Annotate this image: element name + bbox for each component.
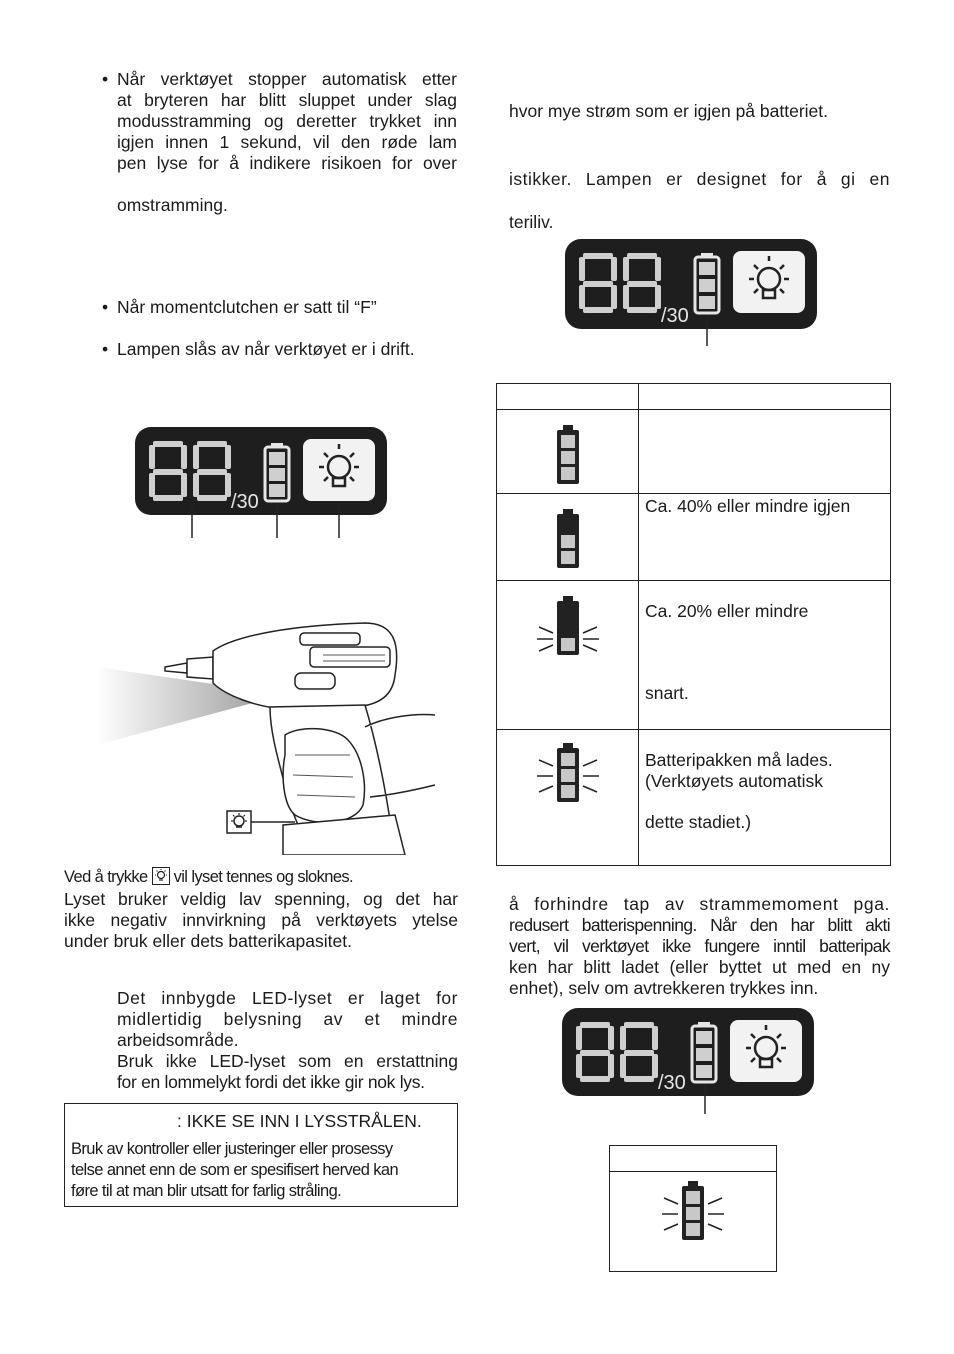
- table-row: [497, 410, 891, 494]
- text-line: midlertidig belysning av et mindre: [117, 1009, 458, 1029]
- warning-body: [71, 1139, 398, 1202]
- status-text: snart.: [645, 683, 689, 703]
- laser-warning-box: [64, 1103, 458, 1207]
- paragraph-overtightening: [117, 69, 457, 174]
- paragraph-low-voltage: [64, 889, 458, 952]
- control-panel-display-battery: [565, 239, 817, 334]
- status-text: dette stadiet.): [645, 812, 752, 832]
- light-button-icon[interactable]: [733, 251, 805, 313]
- callout-line: [698, 1084, 712, 1116]
- status-text: Batteripakken må lades.: [645, 750, 833, 770]
- battery-blinking-icon: [658, 1180, 728, 1246]
- gauge-cell: [497, 410, 639, 494]
- bullet-dot: •: [102, 297, 109, 317]
- gauge-cell: [497, 581, 639, 730]
- table-row: [497, 494, 891, 581]
- status-cell: [639, 581, 891, 730]
- status-cell: [639, 410, 891, 494]
- paragraph-protection: [509, 894, 890, 999]
- light-button-icon[interactable]: [303, 439, 375, 501]
- text-line: redusert batterispenning. Når den har blitt akti: [509, 915, 890, 935]
- status-text: Ca. 20% eller mindre: [645, 601, 809, 621]
- text-line: ken har blitt ladet (eller byttet ut med en ny: [509, 957, 890, 977]
- battery-gauge-table: [496, 383, 891, 866]
- text-line: føre til at man blir utsatt for farlig stråling.: [71, 1182, 342, 1200]
- light-bulb-icon: [152, 867, 170, 885]
- table-row: [497, 730, 891, 866]
- status-text: Ca. 40% eller mindre igjen: [645, 496, 851, 516]
- table-row: [497, 581, 891, 730]
- text-line: å forhindre tap av strammemoment pga.: [509, 894, 890, 914]
- text-line: at bryteren har blitt sluppet under slag: [117, 90, 457, 110]
- battery-icon: [548, 508, 588, 570]
- callout-lines: [135, 505, 395, 541]
- text-line: hvor mye strøm som er igjen på batteriet.: [509, 101, 828, 121]
- text-line: Bruk av kontroller eller justeringer eller prosessy: [71, 1140, 393, 1158]
- text-line: teriliv.: [509, 212, 554, 232]
- status-text: (Verktøyets automatisk: [645, 771, 823, 791]
- warning-title: : IKKE SE INN I LYSSTRÅLEN.: [177, 1111, 422, 1131]
- status-cell: [639, 494, 891, 581]
- status-cell: [639, 730, 891, 866]
- bullet-dot: •: [102, 339, 109, 359]
- battery-icon: [548, 424, 588, 486]
- text-line: enhet), selv om avtrekkeren trykkes inn.: [509, 978, 819, 998]
- protection-indicator-box: [609, 1145, 777, 1272]
- display-suffix: /30: [661, 305, 689, 327]
- table-header-cell: [639, 384, 891, 410]
- text-line: modusstramming og deretter trykket inn: [117, 111, 457, 131]
- bullet-clutch-f: Når momentclutchen er satt til “F”: [117, 297, 377, 317]
- caption-light-toggle: [64, 867, 353, 887]
- gauge-cell: [497, 730, 639, 866]
- battery-blinking-icon: [533, 742, 603, 808]
- text-line: igjen innen 1 sekund, vil den røde lam: [117, 132, 457, 152]
- text-line: ikke negativ innvirkning på verktøyets ytelse: [64, 910, 458, 930]
- bullet-lamp-off: Lampen slås av når verktøyet er i drift.: [117, 339, 415, 359]
- battery-blinking-icon: [533, 595, 603, 661]
- text-line: Bruk ikke LED-lyset som en erstattning: [117, 1051, 458, 1071]
- table-header-row: [497, 384, 891, 410]
- text-line: for en lommelykt fordi det ikke gir nok lys.: [117, 1072, 425, 1092]
- bullet-dot: •: [102, 69, 109, 89]
- text-line: telse annet enn de som er spesifisert herved kan: [71, 1161, 399, 1179]
- text-line: under bruk eller dets batterikapasitet.: [64, 931, 352, 951]
- text-line: Lyset bruker veldig lav spenning, og det har: [64, 889, 458, 909]
- text-line: istikker. Lampen er designet for å gi en: [509, 169, 890, 189]
- text-line: omstramming.: [117, 195, 228, 215]
- box-header: [610, 1146, 776, 1172]
- display-suffix: /30: [658, 1072, 686, 1094]
- note-led-purpose: [117, 988, 458, 1093]
- caption-suffix: vil lyset tennes og sloknes.: [173, 868, 354, 886]
- control-panel-display-protection: [562, 1008, 814, 1101]
- light-button-icon[interactable]: [730, 1020, 802, 1082]
- text-line: arbeidsområde.: [117, 1030, 239, 1050]
- text-line: Det innbygde LED-lyset er laget for: [117, 988, 458, 1008]
- gauge-cell: [497, 494, 639, 581]
- text-line: vert, vil verktøyet ikke fungere inntil batteripak: [509, 936, 890, 956]
- table-header-cell: [497, 384, 639, 410]
- impact-driver-illustration: [95, 615, 455, 860]
- text-line: Når verktøyet stopper automatisk etter: [117, 69, 457, 89]
- callout-line: [700, 316, 714, 348]
- caption-prefix: Ved å trykke: [64, 868, 148, 886]
- display-suffix: /30: [231, 491, 259, 513]
- text-line: pen lyse for å indikere risikoen for over: [117, 153, 457, 173]
